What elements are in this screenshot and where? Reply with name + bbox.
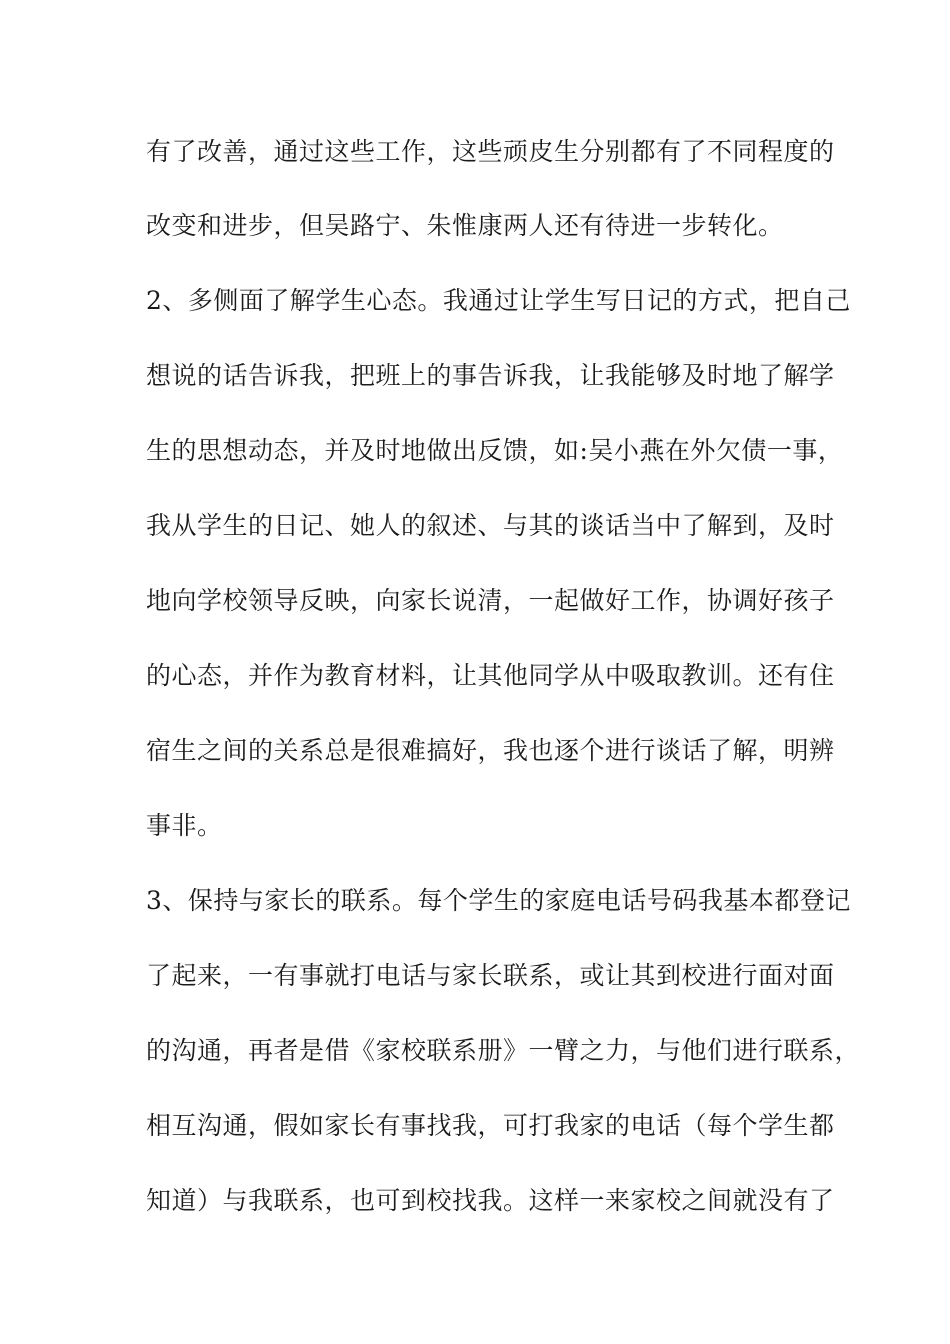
text-line: 想说的话告诉我，把班上的事告诉我，让我能够及时地了解学 (146, 361, 835, 390)
text-line: 宿生之间的关系总是很难搞好，我也逐个进行谈话了解，明辨 (146, 736, 835, 765)
text-line: 事非。 (146, 811, 223, 840)
text-line: 生的思想动态，并及时地做出反馈，如:吴小燕在外欠债一事， (146, 436, 844, 465)
text-line: 相互沟通，假如家长有事找我，可打我家的电话（每个学生都 (146, 1111, 835, 1140)
text-line: 了起来，一有事就打电话与家长联系，或让其到校进行面对面 (146, 961, 835, 990)
text-line: 的沟通，再者是借《家校联系册》一臂之力，与他们进行联系， (146, 1036, 861, 1065)
text-line: 我从学生的日记、她人的叙述、与其的谈话当中了解到，及时 (146, 511, 835, 540)
text-line: 知道）与我联系，也可到校找我。这样一来家校之间就没有了 (146, 1186, 835, 1215)
text-line: 的心态，并作为教育材料，让其他同学从中吸取教训。还有住 (146, 661, 835, 690)
text-line: 改变和进步，但吴路宁、朱惟康两人还有待进一步转化。 (146, 211, 784, 240)
text-line: 2、多侧面了解学生心态。我通过让学生写日记的方式，把自己 (146, 286, 851, 315)
text-line: 地向学校领导反映，向家长说清，一起做好工作，协调好孩子 (146, 586, 835, 615)
text-line: 有了改善，通过这些工作，这些顽皮生分别都有了不同程度的 (146, 137, 835, 166)
text-line: 3、保持与家长的联系。每个学生的家庭电话号码我基本都登记 (146, 886, 851, 915)
